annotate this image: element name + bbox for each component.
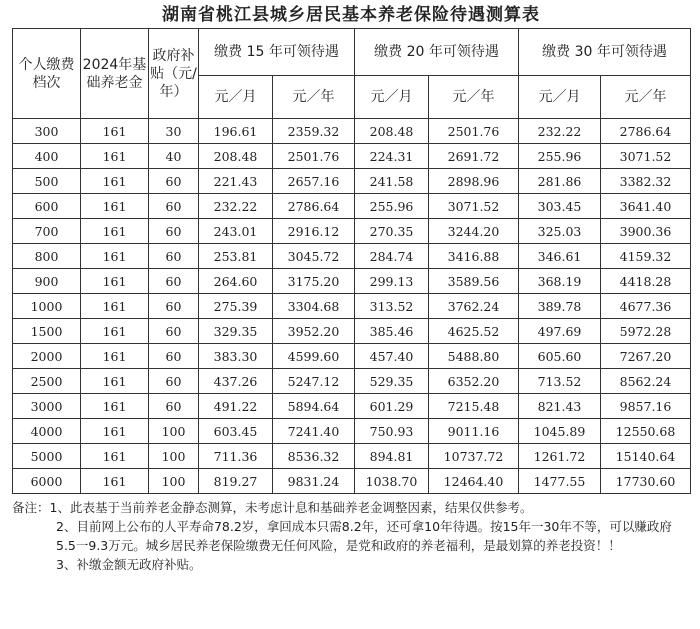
table-cell: 3071.52 bbox=[601, 144, 691, 169]
table-cell: 3304.68 bbox=[273, 294, 355, 319]
table-cell: 161 bbox=[81, 344, 149, 369]
table-row bbox=[13, 369, 691, 394]
table-cell: 1477.55 bbox=[519, 469, 601, 494]
table-cell: 208.48 bbox=[355, 119, 429, 144]
table-cell: 2786.64 bbox=[273, 194, 355, 219]
table-cell: 5488.80 bbox=[429, 344, 519, 369]
table-cell: 221.43 bbox=[199, 169, 273, 194]
table-cell: 713.52 bbox=[519, 369, 601, 394]
table-row bbox=[13, 294, 691, 319]
table-cell: 9831.24 bbox=[273, 469, 355, 494]
table-cell: 2916.12 bbox=[273, 219, 355, 244]
table-row bbox=[13, 119, 691, 144]
header-30-month: 元／月 bbox=[519, 76, 601, 119]
table-cell: 894.81 bbox=[355, 444, 429, 469]
table-cell: 3952.20 bbox=[273, 319, 355, 344]
table-cell: 300 bbox=[13, 119, 81, 144]
table-cell: 3900.36 bbox=[601, 219, 691, 244]
header-base: 2024年基础养老金 bbox=[81, 29, 149, 119]
table-body bbox=[13, 119, 691, 494]
header-20-year: 元／年 bbox=[429, 76, 519, 119]
table-cell: 497.69 bbox=[519, 319, 601, 344]
table-cell: 605.60 bbox=[519, 344, 601, 369]
table-cell: 241.58 bbox=[355, 169, 429, 194]
table-cell: 329.35 bbox=[199, 319, 273, 344]
table-cell: 2500 bbox=[13, 369, 81, 394]
table-row bbox=[13, 419, 691, 444]
table-cell: 2657.16 bbox=[273, 169, 355, 194]
table-row bbox=[13, 244, 691, 269]
table-cell: 389.78 bbox=[519, 294, 601, 319]
table-cell: 3000 bbox=[13, 394, 81, 419]
table-cell: 2691.72 bbox=[429, 144, 519, 169]
note-3: 3、补缴金额无政府补贴。 bbox=[56, 557, 202, 572]
header-15-years: 缴费 15 年可领待遇 bbox=[199, 29, 355, 76]
table-cell: 281.86 bbox=[519, 169, 601, 194]
table-row bbox=[13, 344, 691, 369]
table-cell: 383.30 bbox=[199, 344, 273, 369]
table-cell: 60 bbox=[149, 394, 199, 419]
table-cell: 60 bbox=[149, 169, 199, 194]
table-cell: 750.93 bbox=[355, 419, 429, 444]
table-cell: 1261.72 bbox=[519, 444, 601, 469]
table-cell: 2898.96 bbox=[429, 169, 519, 194]
table-cell: 30 bbox=[149, 119, 199, 144]
table-row bbox=[13, 169, 691, 194]
table-cell: 1038.70 bbox=[355, 469, 429, 494]
table-cell: 255.96 bbox=[519, 144, 601, 169]
header-15-month: 元／月 bbox=[199, 76, 273, 119]
table-cell: 1500 bbox=[13, 319, 81, 344]
table-cell: 711.36 bbox=[199, 444, 273, 469]
table-cell: 4677.36 bbox=[601, 294, 691, 319]
table-cell: 232.22 bbox=[519, 119, 601, 144]
table-cell: 457.40 bbox=[355, 344, 429, 369]
table-cell: 60 bbox=[149, 244, 199, 269]
table-cell: 400 bbox=[13, 144, 81, 169]
table-cell: 15140.64 bbox=[601, 444, 691, 469]
notes bbox=[12, 498, 690, 574]
header-20-month: 元／月 bbox=[355, 76, 429, 119]
table-cell: 4000 bbox=[13, 419, 81, 444]
table-cell: 529.35 bbox=[355, 369, 429, 394]
table-cell: 600 bbox=[13, 194, 81, 219]
table-cell: 8536.32 bbox=[273, 444, 355, 469]
table-cell: 313.52 bbox=[355, 294, 429, 319]
table-cell: 437.26 bbox=[199, 369, 273, 394]
table-cell: 1045.89 bbox=[519, 419, 601, 444]
table-cell: 6000 bbox=[13, 469, 81, 494]
table-cell: 10737.72 bbox=[429, 444, 519, 469]
table-cell: 208.48 bbox=[199, 144, 273, 169]
table-cell: 9011.16 bbox=[429, 419, 519, 444]
table-cell: 1000 bbox=[13, 294, 81, 319]
table-cell: 4599.60 bbox=[273, 344, 355, 369]
table-cell: 900 bbox=[13, 269, 81, 294]
table-cell: 500 bbox=[13, 169, 81, 194]
table-cell: 60 bbox=[149, 294, 199, 319]
header-30-year: 元／年 bbox=[601, 76, 691, 119]
table-cell: 7267.20 bbox=[601, 344, 691, 369]
table-cell: 161 bbox=[81, 319, 149, 344]
table-cell: 821.43 bbox=[519, 394, 601, 419]
table-cell: 60 bbox=[149, 319, 199, 344]
table-cell: 161 bbox=[81, 269, 149, 294]
table-cell: 4625.52 bbox=[429, 319, 519, 344]
table-cell: 5972.28 bbox=[601, 319, 691, 344]
table-cell: 161 bbox=[81, 219, 149, 244]
page-title: 湖南省桃江县城乡居民基本养老保险待遇测算表 bbox=[162, 5, 540, 25]
table-cell: 275.39 bbox=[199, 294, 273, 319]
table-cell: 299.13 bbox=[355, 269, 429, 294]
table-cell: 3641.40 bbox=[601, 194, 691, 219]
table-cell: 3382.32 bbox=[601, 169, 691, 194]
table-cell: 819.27 bbox=[199, 469, 273, 494]
table-cell: 60 bbox=[149, 219, 199, 244]
table-cell: 303.45 bbox=[519, 194, 601, 219]
table-cell: 255.96 bbox=[355, 194, 429, 219]
table-cell: 12464.40 bbox=[429, 469, 519, 494]
table-cell: 284.74 bbox=[355, 244, 429, 269]
table-cell: 491.22 bbox=[199, 394, 273, 419]
table-cell: 100 bbox=[149, 469, 199, 494]
table-cell: 3071.52 bbox=[429, 194, 519, 219]
table-cell: 603.45 bbox=[199, 419, 273, 444]
table-cell: 243.01 bbox=[199, 219, 273, 244]
header-15-year: 元／年 bbox=[273, 76, 355, 119]
header-20-years: 缴费 20 年可领待遇 bbox=[355, 29, 519, 76]
table-cell: 3589.56 bbox=[429, 269, 519, 294]
table-cell: 7241.40 bbox=[273, 419, 355, 444]
table-row bbox=[13, 394, 691, 419]
table-row bbox=[13, 444, 691, 469]
table-cell: 161 bbox=[81, 444, 149, 469]
table-row bbox=[13, 269, 691, 294]
note-1: 备注：1、此表基于当前养老金静态测算，未考虑计息和基础养老金调整因素，结果仅供参考。 bbox=[12, 500, 533, 515]
table-cell: 161 bbox=[81, 119, 149, 144]
table-cell: 346.61 bbox=[519, 244, 601, 269]
table-cell: 60 bbox=[149, 269, 199, 294]
table-cell: 161 bbox=[81, 169, 149, 194]
table-cell: 161 bbox=[81, 369, 149, 394]
table-cell: 4159.32 bbox=[601, 244, 691, 269]
header-subsidy: 政府补贴（元/年） bbox=[149, 29, 199, 119]
table-cell: 5894.64 bbox=[273, 394, 355, 419]
table-cell: 161 bbox=[81, 244, 149, 269]
table-cell: 253.81 bbox=[199, 244, 273, 269]
table-cell: 2501.76 bbox=[273, 144, 355, 169]
table-cell: 232.22 bbox=[199, 194, 273, 219]
table-cell: 224.31 bbox=[355, 144, 429, 169]
table-cell: 2786.64 bbox=[601, 119, 691, 144]
table-cell: 161 bbox=[81, 294, 149, 319]
note-2: 2、目前网上公布的人平寿命78.2岁，拿回成本只需8.2年，还可拿10年待遇。按15年一30年不等，可以赚政府5.5一9.3万元。城乡居民养老保险缴费无任何风险，是党和政府的养老福利，是最划算的养老投资！！ bbox=[56, 519, 672, 553]
header-30-years: 缴费 30 年可领待遇 bbox=[519, 29, 691, 76]
table-cell: 60 bbox=[149, 194, 199, 219]
table-cell: 196.61 bbox=[199, 119, 273, 144]
table-cell: 6352.20 bbox=[429, 369, 519, 394]
table-cell: 5247.12 bbox=[273, 369, 355, 394]
table-cell: 270.35 bbox=[355, 219, 429, 244]
table-row bbox=[13, 219, 691, 244]
table-cell: 264.60 bbox=[199, 269, 273, 294]
table-cell: 161 bbox=[81, 144, 149, 169]
table-cell: 3762.24 bbox=[429, 294, 519, 319]
table-cell: 9857.16 bbox=[601, 394, 691, 419]
table-cell: 17730.60 bbox=[601, 469, 691, 494]
table-cell: 2000 bbox=[13, 344, 81, 369]
table-cell: 800 bbox=[13, 244, 81, 269]
table-cell: 60 bbox=[149, 344, 199, 369]
table-cell: 161 bbox=[81, 394, 149, 419]
table-cell: 7215.48 bbox=[429, 394, 519, 419]
table-cell: 3416.88 bbox=[429, 244, 519, 269]
table-cell: 700 bbox=[13, 219, 81, 244]
table-cell: 161 bbox=[81, 419, 149, 444]
table-cell: 100 bbox=[149, 419, 199, 444]
table-cell: 325.03 bbox=[519, 219, 601, 244]
table-cell: 368.19 bbox=[519, 269, 601, 294]
table-cell: 60 bbox=[149, 369, 199, 394]
pension-table bbox=[12, 28, 691, 494]
table-cell: 100 bbox=[149, 444, 199, 469]
table-cell: 3244.20 bbox=[429, 219, 519, 244]
table-cell: 12550.68 bbox=[601, 419, 691, 444]
table-cell: 601.29 bbox=[355, 394, 429, 419]
table-row bbox=[13, 144, 691, 169]
table-cell: 161 bbox=[81, 469, 149, 494]
table-cell: 5000 bbox=[13, 444, 81, 469]
table-cell: 3045.72 bbox=[273, 244, 355, 269]
table-cell: 8562.24 bbox=[601, 369, 691, 394]
table-cell: 2359.32 bbox=[273, 119, 355, 144]
table-cell: 2501.76 bbox=[429, 119, 519, 144]
header-level: 个人缴费档次 bbox=[13, 29, 81, 119]
table-cell: 3175.20 bbox=[273, 269, 355, 294]
table-row bbox=[13, 194, 691, 219]
table-cell: 161 bbox=[81, 194, 149, 219]
table-row bbox=[13, 469, 691, 494]
table-cell: 40 bbox=[149, 144, 199, 169]
table-cell: 4418.28 bbox=[601, 269, 691, 294]
table-row bbox=[13, 319, 691, 344]
table-cell: 385.46 bbox=[355, 319, 429, 344]
